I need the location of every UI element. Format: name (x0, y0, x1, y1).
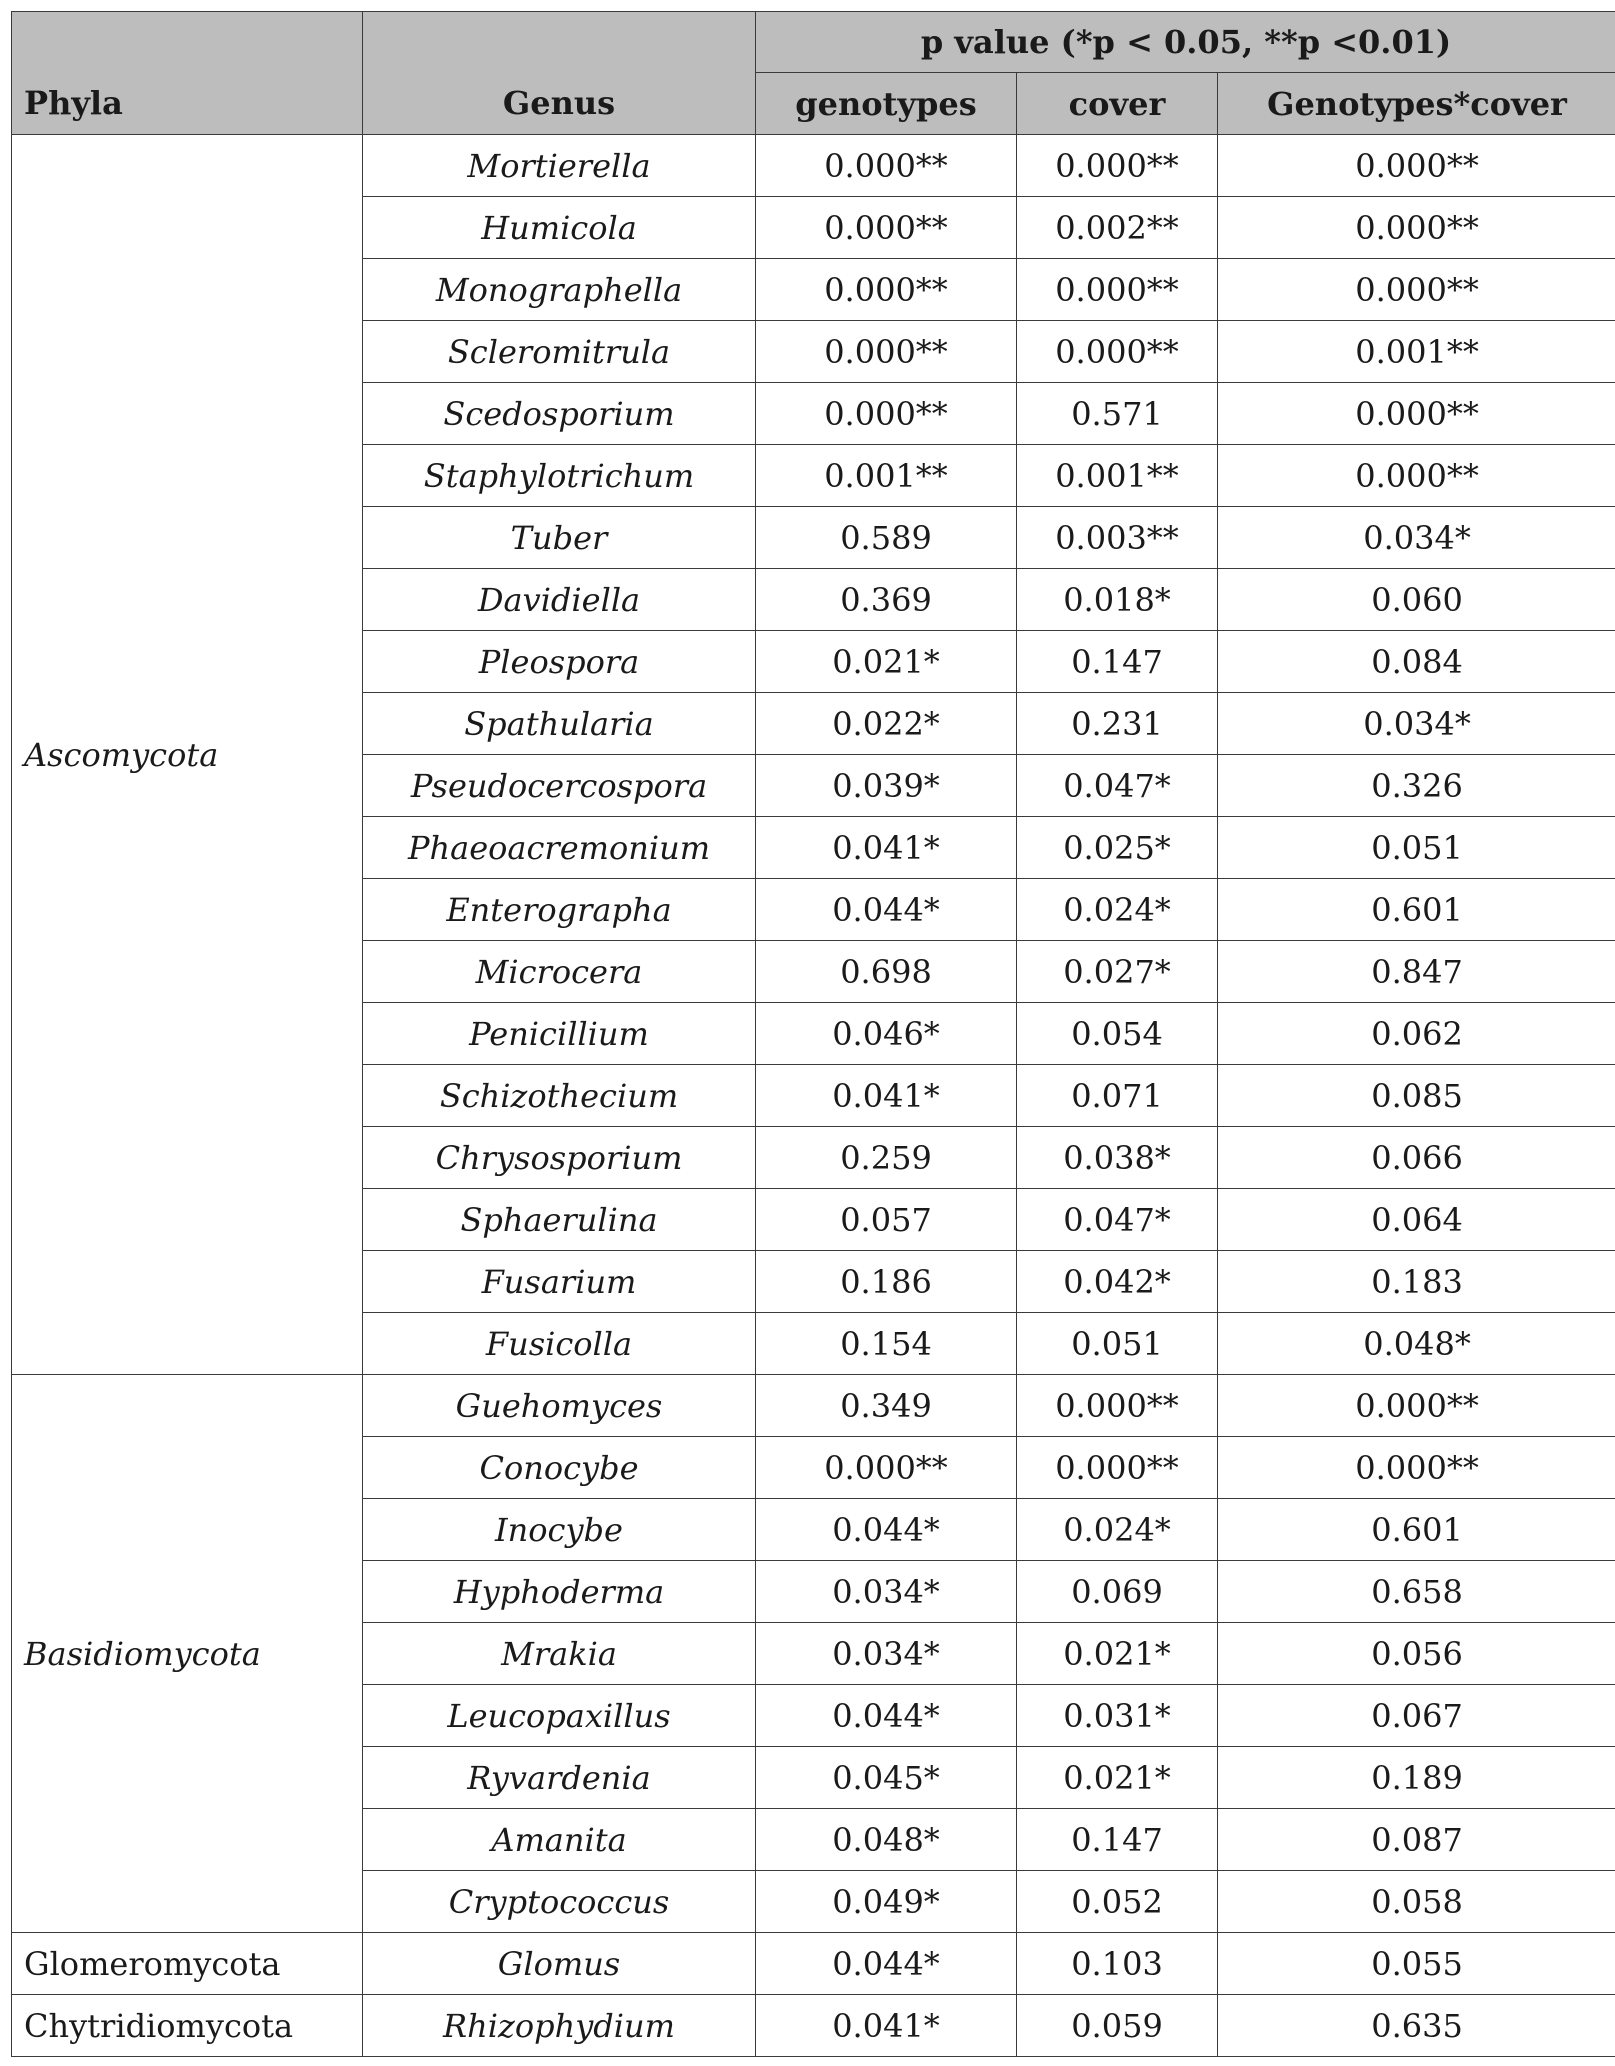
genotypes-p-cell: 0.000** (756, 321, 1017, 383)
genotypes-cover-p-cell: 0.000** (1218, 445, 1615, 507)
cover-p-cell: 0.042* (1017, 1251, 1218, 1313)
genotypes-cover-p-cell: 0.066 (1218, 1127, 1615, 1189)
genotypes-cover-p-cell: 0.601 (1218, 1499, 1615, 1561)
table-header (12, 12, 1615, 135)
genus-cell: Davidiella (363, 569, 756, 631)
header-phyla: Phyla (12, 12, 363, 135)
cover-p-cell: 0.052 (1017, 1871, 1218, 1933)
genotypes-p-cell: 0.589 (756, 507, 1017, 569)
genus-cell: Chrysosporium (363, 1127, 756, 1189)
genotypes-cover-p-cell: 0.000** (1218, 135, 1615, 197)
genus-cell: Enterographa (363, 879, 756, 941)
genotypes-cover-p-cell: 0.000** (1218, 197, 1615, 259)
genotypes-cover-p-cell: 0.183 (1218, 1251, 1615, 1313)
genotypes-p-cell: 0.041* (756, 1065, 1017, 1127)
genus-cell: Rhizophydium (363, 1995, 756, 2057)
genus-cell: Glomus (363, 1933, 756, 1995)
header-cover: cover (1017, 73, 1218, 135)
genotypes-cover-p-cell: 0.062 (1218, 1003, 1615, 1065)
genotypes-p-cell: 0.057 (756, 1189, 1017, 1251)
genus-cell: Ryvardenia (363, 1747, 756, 1809)
genotypes-p-cell: 0.049* (756, 1871, 1017, 1933)
genotypes-cover-p-cell: 0.000** (1218, 1375, 1615, 1437)
genotypes-p-cell: 0.259 (756, 1127, 1017, 1189)
genotypes-cover-p-cell: 0.847 (1218, 941, 1615, 1003)
genotypes-cover-p-cell: 0.055 (1218, 1933, 1615, 1995)
genotypes-p-cell: 0.349 (756, 1375, 1017, 1437)
genotypes-cover-p-cell: 0.189 (1218, 1747, 1615, 1809)
genotypes-p-cell: 0.000** (756, 1437, 1017, 1499)
genus-cell: Inocybe (363, 1499, 756, 1561)
cover-p-cell: 0.147 (1017, 1809, 1218, 1871)
genus-cell: Penicillium (363, 1003, 756, 1065)
p-value-table (11, 11, 1615, 2057)
genotypes-p-cell: 0.001** (756, 445, 1017, 507)
genotypes-p-cell: 0.000** (756, 197, 1017, 259)
cover-p-cell: 0.031* (1017, 1685, 1218, 1747)
genus-cell: Humicola (363, 197, 756, 259)
genus-cell: Phaeoacremonium (363, 817, 756, 879)
cover-p-cell: 0.147 (1017, 631, 1218, 693)
genotypes-cover-p-cell: 0.034* (1218, 693, 1615, 755)
phylum-cell: Glomeromycota (12, 1933, 363, 1995)
genotypes-p-cell: 0.000** (756, 259, 1017, 321)
genus-cell: Scleromitrula (363, 321, 756, 383)
cover-p-cell: 0.047* (1017, 755, 1218, 817)
cover-p-cell: 0.231 (1017, 693, 1218, 755)
genotypes-p-cell: 0.000** (756, 135, 1017, 197)
genus-cell: Guehomyces (363, 1375, 756, 1437)
phylum-cell: Ascomycota (12, 135, 363, 1375)
header-genotypes: genotypes (756, 73, 1017, 135)
genotypes-p-cell: 0.044* (756, 1499, 1017, 1561)
genotypes-p-cell: 0.039* (756, 755, 1017, 817)
cover-p-cell: 0.001** (1017, 445, 1218, 507)
genotypes-p-cell: 0.044* (756, 1933, 1017, 1995)
genotypes-p-cell: 0.048* (756, 1809, 1017, 1871)
genus-cell: Mortierella (363, 135, 756, 197)
genotypes-cover-p-cell: 0.067 (1218, 1685, 1615, 1747)
genus-cell: Fusarium (363, 1251, 756, 1313)
genotypes-p-cell: 0.022* (756, 693, 1017, 755)
cover-p-cell: 0.021* (1017, 1747, 1218, 1809)
cover-p-cell: 0.000** (1017, 259, 1218, 321)
genus-cell: Staphylotrichum (363, 445, 756, 507)
genus-cell: Pseudocercospora (363, 755, 756, 817)
table-row (12, 1375, 1615, 1437)
genotypes-cover-p-cell: 0.084 (1218, 631, 1615, 693)
genotypes-p-cell: 0.041* (756, 1995, 1017, 2057)
genus-cell: Amanita (363, 1809, 756, 1871)
genus-cell: Schizothecium (363, 1065, 756, 1127)
genus-cell: Fusicolla (363, 1313, 756, 1375)
cover-p-cell: 0.003** (1017, 507, 1218, 569)
cover-p-cell: 0.024* (1017, 879, 1218, 941)
genotypes-p-cell: 0.046* (756, 1003, 1017, 1065)
phylum-cell: Basidiomycota (12, 1375, 363, 1933)
genotypes-cover-p-cell: 0.635 (1218, 1995, 1615, 2057)
genotypes-cover-p-cell: 0.000** (1218, 1437, 1615, 1499)
genotypes-p-cell: 0.369 (756, 569, 1017, 631)
genotypes-p-cell: 0.186 (756, 1251, 1017, 1313)
genus-cell: Spathularia (363, 693, 756, 755)
cover-p-cell: 0.000** (1017, 1437, 1218, 1499)
genus-cell: Sphaerulina (363, 1189, 756, 1251)
genotypes-cover-p-cell: 0.658 (1218, 1561, 1615, 1623)
genotypes-cover-p-cell: 0.085 (1218, 1065, 1615, 1127)
cover-p-cell: 0.018* (1017, 569, 1218, 631)
table-container (11, 11, 1615, 2057)
cover-p-cell: 0.024* (1017, 1499, 1218, 1561)
cover-p-cell: 0.059 (1017, 1995, 1218, 2057)
genotypes-cover-p-cell: 0.326 (1218, 755, 1615, 817)
genus-cell: Conocybe (363, 1437, 756, 1499)
genus-cell: Leucopaxillus (363, 1685, 756, 1747)
header-genus: Genus (363, 12, 756, 135)
genus-cell: Tuber (363, 507, 756, 569)
phylum-cell: Chytridiomycota (12, 1995, 363, 2057)
genotypes-cover-p-cell: 0.001** (1218, 321, 1615, 383)
genotypes-p-cell: 0.045* (756, 1747, 1017, 1809)
cover-p-cell: 0.002** (1017, 197, 1218, 259)
genotypes-cover-p-cell: 0.048* (1218, 1313, 1615, 1375)
table-row (12, 1933, 1615, 1995)
header-genotypes-cover: Genotypes*cover (1218, 73, 1615, 135)
genotypes-p-cell: 0.044* (756, 1685, 1017, 1747)
cover-p-cell: 0.571 (1017, 383, 1218, 445)
table-row (12, 135, 1615, 197)
genus-cell: Mrakia (363, 1623, 756, 1685)
genotypes-cover-p-cell: 0.087 (1218, 1809, 1615, 1871)
cover-p-cell: 0.051 (1017, 1313, 1218, 1375)
genus-cell: Scedosporium (363, 383, 756, 445)
genotypes-cover-p-cell: 0.000** (1218, 383, 1615, 445)
cover-p-cell: 0.000** (1017, 321, 1218, 383)
table-body (12, 135, 1615, 2057)
cover-p-cell: 0.103 (1017, 1933, 1218, 1995)
genotypes-p-cell: 0.041* (756, 817, 1017, 879)
cover-p-cell: 0.027* (1017, 941, 1218, 1003)
genotypes-p-cell: 0.154 (756, 1313, 1017, 1375)
genotypes-p-cell: 0.034* (756, 1623, 1017, 1685)
genotypes-cover-p-cell: 0.034* (1218, 507, 1615, 569)
genotypes-p-cell: 0.000** (756, 383, 1017, 445)
genus-cell: Monographella (363, 259, 756, 321)
genotypes-cover-p-cell: 0.060 (1218, 569, 1615, 631)
genotypes-p-cell: 0.044* (756, 879, 1017, 941)
genus-cell: Hyphoderma (363, 1561, 756, 1623)
genotypes-p-cell: 0.698 (756, 941, 1017, 1003)
cover-p-cell: 0.021* (1017, 1623, 1218, 1685)
genotypes-cover-p-cell: 0.051 (1218, 817, 1615, 879)
cover-p-cell: 0.000** (1017, 135, 1218, 197)
genotypes-p-cell: 0.021* (756, 631, 1017, 693)
cover-p-cell: 0.025* (1017, 817, 1218, 879)
genotypes-cover-p-cell: 0.058 (1218, 1871, 1615, 1933)
cover-p-cell: 0.069 (1017, 1561, 1218, 1623)
genus-cell: Cryptococcus (363, 1871, 756, 1933)
cover-p-cell: 0.038* (1017, 1127, 1218, 1189)
genus-cell: Pleospora (363, 631, 756, 693)
genotypes-cover-p-cell: 0.056 (1218, 1623, 1615, 1685)
cover-p-cell: 0.000** (1017, 1375, 1218, 1437)
header-p-value: p value (*p < 0.05, **p <0.01) (756, 12, 1615, 73)
table-row (12, 1995, 1615, 2057)
genotypes-p-cell: 0.034* (756, 1561, 1017, 1623)
cover-p-cell: 0.054 (1017, 1003, 1218, 1065)
genotypes-cover-p-cell: 0.064 (1218, 1189, 1615, 1251)
cover-p-cell: 0.047* (1017, 1189, 1218, 1251)
genotypes-cover-p-cell: 0.000** (1218, 259, 1615, 321)
genotypes-cover-p-cell: 0.601 (1218, 879, 1615, 941)
cover-p-cell: 0.071 (1017, 1065, 1218, 1127)
genus-cell: Microcera (363, 941, 756, 1003)
